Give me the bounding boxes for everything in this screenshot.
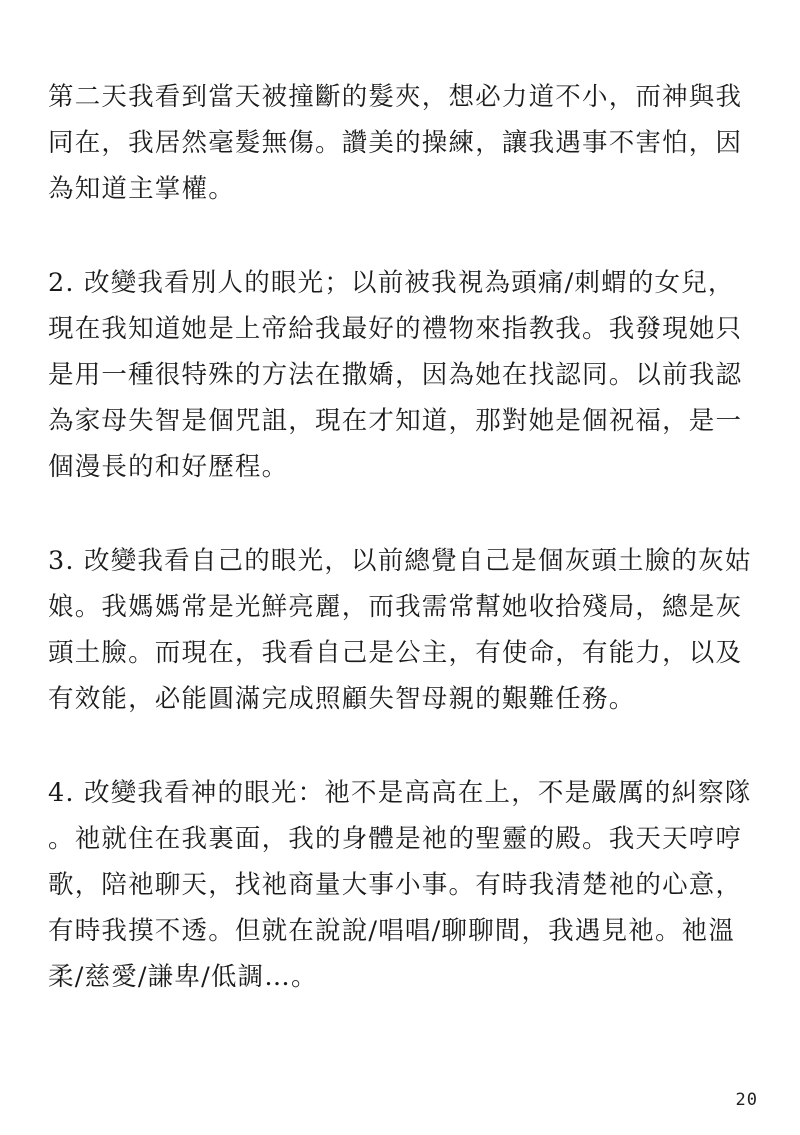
- text-line: 歌，陪祂聊天，找祂商量大事小事。有時我清楚祂的心意，: [48, 870, 743, 900]
- page-body: [48, 74, 752, 1000]
- text-line: 為家母失智是個咒詛，現在才知道，那對她是個祝福，是一: [48, 406, 743, 436]
- text-line: 4. 改變我看神的眼光：祂不是高高在上，不是嚴厲的糾察隊: [48, 778, 752, 808]
- paragraph-2: [48, 260, 748, 490]
- text-line: 個漫長的和好歷程。: [48, 452, 289, 482]
- text-line: 娘。我媽媽常是光鮮亮麗，而我需常幫她收拾殘局，總是灰: [48, 592, 743, 622]
- text-line: 柔/慈愛/謙卑/低調…。: [48, 962, 318, 992]
- paragraph-4: [48, 770, 752, 1000]
- paragraph-gap: [48, 490, 748, 538]
- paragraph-gap: [48, 212, 748, 260]
- paragraph-3: [48, 538, 752, 722]
- text-line: 2. 改變我看別人的眼光；以前被我視為頭痛/刺蝟的女兒，: [48, 268, 735, 298]
- text-line: 。祂就住在我裏面，我的身體是祂的聖靈的殿。我天天哼哼: [48, 824, 743, 854]
- text-line: 3. 改變我看自己的眼光，以前總覺自己是個灰頭土臉的灰姑: [48, 546, 752, 576]
- text-line: 是用一種很特殊的方法在撒嬌，因為她在找認同。以前我認: [48, 360, 743, 390]
- paragraph-gap: [48, 722, 748, 770]
- text-line: 有時我摸不透。但就在說說/唱唱/聊聊間，我遇見祂。祂溫: [48, 916, 736, 946]
- text-line: 有效能，必能圓滿完成照顧失智母親的艱難任務。: [48, 684, 636, 714]
- page-number: 20: [735, 1090, 758, 1110]
- text-line: 同在，我居然毫髮無傷。讚美的操練，讓我遇事不害怕，因: [48, 128, 743, 158]
- paragraph-1: [48, 74, 748, 212]
- text-line: 為知道主掌權。: [48, 174, 235, 204]
- text-line: 現在我知道她是上帝給我最好的禮物來指教我。我發現她只: [48, 314, 743, 344]
- text-line: 頭土臉。而現在，我看自己是公主，有使命，有能力，以及: [48, 638, 743, 668]
- text-line: 第二天我看到當天被撞斷的髮夾，想必力道不小，而神與我: [48, 82, 743, 112]
